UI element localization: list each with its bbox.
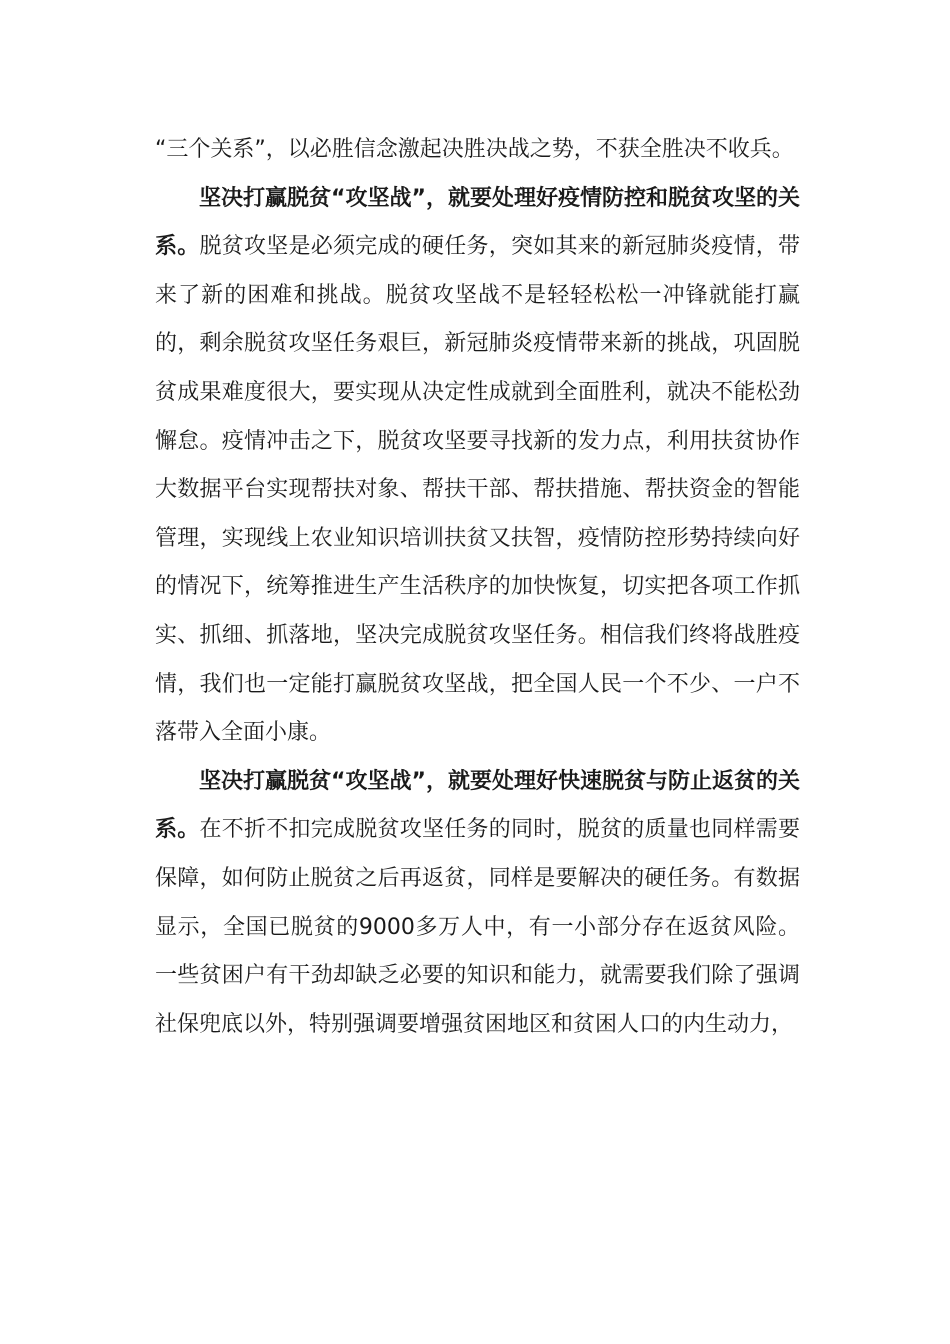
document-page	[155, 126, 800, 1049]
paragraph-body: “三个关系”，以必胜信念激起决胜决战之势，不获全胜决不收兵。	[155, 137, 794, 162]
paragraph-epidemic-relation	[155, 175, 800, 758]
paragraph-body: 脱贫攻坚是必须完成的硬任务，突如其来的新冠肺炎疫情，带来了新的困难和挑战。脱贫攻坚战不是轻轻松松一冲锋就能打赢的，剩余脱贫攻坚任务艰巨，新冠肺炎疫情带来新的挑战，巩固脱贫成果难度很大，要实现从决定性成就到全面胜利，就决不能松劲懈怠。疫情冲击之下，脱贫攻坚要寻找新的发力点，利用扶贫协作大数据平台实现帮扶对象、帮扶干部、帮扶措施、帮扶资金的智能管理，实现线上农业知识培训扶贫又扶智，疫情防控形势持续向好的情况下，统筹推进生产生活秩序的加快恢复，切实把各项工作抓实、抓细、抓落地，坚决完成脱贫攻坚任务。相信我们终将战胜疫情，我们也一定能打赢脱贫攻坚战，把全国人民一个不少、一户不落带入全面小康。	[155, 234, 800, 746]
paragraph-body: 在不折不扣完成脱贫攻坚任务的同时，脱贫的质量也同样需要保障，如何防止脱贫之后再返贫，同样是要解决的硬任务。有数据显示，全国已脱贫的9000多万人中，有一小部分存在返贫风险。一些贫困户有干劲却缺乏必要的知识和能力，就需要我们除了强调社保兜底以外，特别强调要增强贫困地区和贫困人口的内生动力，	[155, 817, 800, 1037]
paragraph-heading: 坚决打赢脱贫“攻坚战”，就要处理好疫情防控和脱贫攻坚的关系。	[155, 185, 800, 260]
paragraph-return-poverty-relation	[155, 758, 800, 1050]
paragraph-continuation	[155, 126, 800, 175]
paragraph-heading: 坚决打赢脱贫“攻坚战”，就要处理好快速脱贫与防止返贫的关系。	[155, 768, 800, 843]
